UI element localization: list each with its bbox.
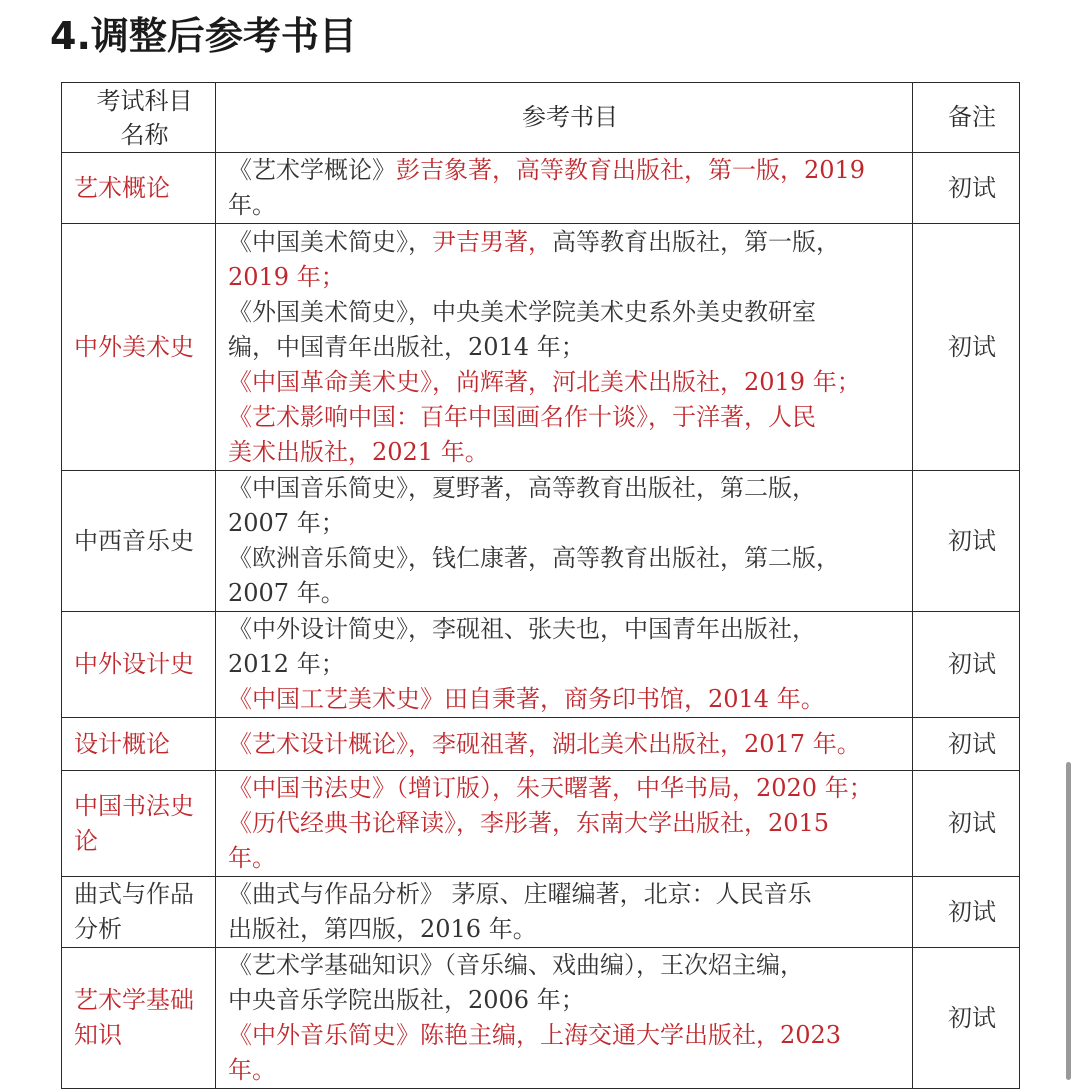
header-subject <box>62 83 216 153</box>
subject-cell: 中外美术史 <box>62 224 216 471</box>
subject-cell: 曲式与作品分析 <box>62 877 216 948</box>
book-line <box>228 682 912 717</box>
book-text: 《欧洲音乐简史》，钱仁康著，高等教育出版社，第二版， <box>228 544 840 572</box>
books-cell <box>216 612 913 718</box>
note-cell: 初试 <box>913 153 1020 224</box>
book-text: 出版社，第四版，2016 年。 <box>228 915 537 943</box>
books-cell <box>216 771 913 877</box>
table-row <box>62 153 1020 224</box>
book-line <box>228 912 912 947</box>
book-line <box>228 576 912 611</box>
note-cell: 初试 <box>913 224 1020 471</box>
table-row <box>62 612 1020 718</box>
note-cell: 初试 <box>913 718 1020 771</box>
books-cell <box>216 224 913 471</box>
note-cell: 初试 <box>913 771 1020 877</box>
book-line <box>228 330 912 365</box>
book-line <box>228 225 912 260</box>
book-line <box>228 1053 912 1088</box>
book-text: 《中国工艺美术史》田自秉著，商务印书馆，2014 年。 <box>228 685 825 713</box>
book-text: 年。 <box>228 844 276 872</box>
book-line <box>228 471 912 506</box>
book-line <box>228 983 912 1018</box>
table-header-row <box>62 83 1020 153</box>
book-text: 《中国革命美术史》，尚辉著，河北美术出版社，2019 年； <box>228 367 861 396</box>
book-line <box>228 771 912 806</box>
book-line <box>228 541 912 576</box>
book-line <box>228 806 912 841</box>
table-row <box>62 877 1020 948</box>
book-text: 《历代经典书论释读》，李彤著，东南大学出版社，2015 <box>228 809 830 837</box>
book-text: 《曲式与作品分析》 茅原、庄曜编著，北京：人民音乐 <box>228 880 812 908</box>
subject-cell: 中国书法史论 <box>62 771 216 877</box>
book-line <box>228 1018 912 1053</box>
table-row <box>62 224 1020 471</box>
book-text: 2019 年； <box>228 262 345 291</box>
header-subject-line1: 考试科目 <box>96 86 193 115</box>
books-cell <box>216 948 913 1089</box>
book-text: 《中外设计简史》，李砚祖、张夫也，中国青年出版社， <box>228 615 816 643</box>
book-text: 《中国美术简史》， <box>228 227 432 256</box>
note-cell: 初试 <box>913 948 1020 1089</box>
header-note: 备注 <box>913 83 1020 153</box>
note-cell: 初试 <box>913 877 1020 948</box>
book-text: 《艺术学基础知识》（音乐编、戏曲编），王次炤主编， <box>228 951 804 979</box>
book-line <box>228 727 912 762</box>
book-text: 彭吉象著，高等教育出版社，第一版，2019 <box>396 156 866 184</box>
book-line <box>228 365 912 400</box>
book-text: 2012 年； <box>228 650 345 678</box>
books-cell <box>216 153 913 224</box>
book-text: 《艺术学概论》 <box>228 156 396 184</box>
book-text: 年。 <box>228 191 276 219</box>
header-subject-line2: 名称 <box>120 120 169 149</box>
book-text: 《艺术设计概论》，李砚祖著，湖北美术出版社，2017 年。 <box>228 729 861 758</box>
books-cell <box>216 471 913 612</box>
subject-cell: 艺术学基础知识 <box>62 948 216 1089</box>
book-line <box>228 295 912 330</box>
subject-cell: 中西音乐史 <box>62 471 216 612</box>
book-line <box>228 260 912 295</box>
subject-cell: 设计概论 <box>62 718 216 771</box>
note-cell: 初试 <box>913 612 1020 718</box>
book-text: 尹吉男著， <box>432 227 552 256</box>
scrollbar[interactable] <box>1066 762 1071 1080</box>
book-line <box>228 506 912 541</box>
book-line <box>228 435 912 470</box>
book-text: 编，中国青年出版社，2014 年； <box>228 332 585 361</box>
subject-cell: 中外设计史 <box>62 612 216 718</box>
table-row <box>62 718 1020 771</box>
table-row <box>62 471 1020 612</box>
table-row <box>62 771 1020 877</box>
book-line <box>228 841 912 876</box>
header-books: 参考书目 <box>216 83 913 153</box>
book-line <box>228 400 912 435</box>
book-text: 《外国美术简史》，中央美术学院美术史系外美史教研室 <box>228 297 816 326</box>
book-text: 《中国音乐简史》，夏野著，高等教育出版社，第二版， <box>228 474 816 502</box>
book-text: 高等教育出版社，第一版， <box>552 227 840 256</box>
books-cell <box>216 718 913 771</box>
book-line <box>228 877 912 912</box>
note-cell: 初试 <box>913 471 1020 612</box>
book-text: 中央音乐学院出版社，2006 年； <box>228 986 585 1014</box>
books-cell <box>216 877 913 948</box>
book-text: 年。 <box>228 1056 276 1084</box>
book-text: 《艺术影响中国：百年中国画名作十谈》，于洋著，人民 <box>228 402 816 431</box>
book-line <box>228 153 912 188</box>
book-line <box>228 612 912 647</box>
book-line <box>228 647 912 682</box>
book-line <box>228 948 912 983</box>
book-text: 《中国书法史》（增订版），朱天曙著，中华书局，2020 年； <box>228 774 873 802</box>
page-title: 4.调整后参考书目 <box>50 14 357 58</box>
book-text: 2007 年。 <box>228 579 345 607</box>
book-line <box>228 188 912 223</box>
subject-cell: 艺术概论 <box>62 153 216 224</box>
table-row <box>62 948 1020 1089</box>
table-body <box>62 83 1020 1089</box>
reference-books-table <box>61 82 1020 1089</box>
book-text: 2007 年； <box>228 509 345 537</box>
book-text: 《中外音乐简史》陈艳主编，上海交通大学出版社，2023 <box>228 1021 842 1049</box>
book-text: 美术出版社，2021 年。 <box>228 437 489 466</box>
